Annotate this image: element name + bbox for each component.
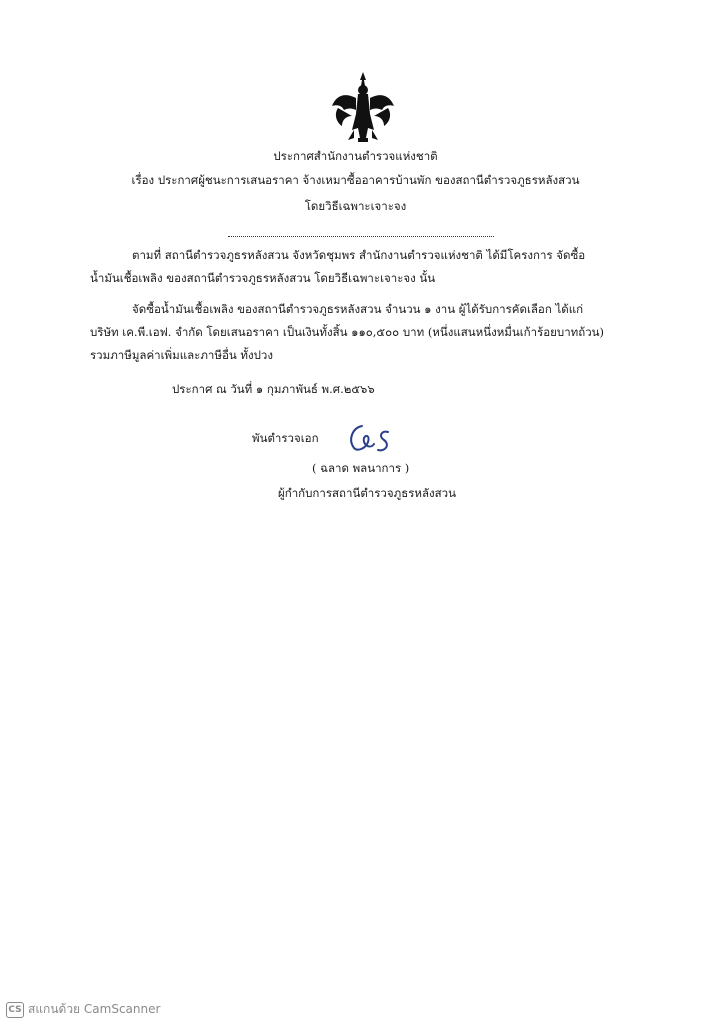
announcement-title: ประกาศสำนักงานตำรวจแห่งชาติ — [273, 149, 438, 163]
announcement-subject: เรื่อง ประกาศผู้ชนะการเสนอราคา จ้างเหมาซื้ออาคารบ้านพัก ของสถานีตำรวจภูธรหลังสวน — [131, 173, 580, 187]
handwritten-signature — [344, 418, 404, 458]
signer-name: ( ฉลาด พลนาการ ) — [312, 461, 410, 475]
signer-rank: พันตำรวจเอก — [252, 431, 319, 445]
camscanner-logo-icon: CS — [6, 1002, 24, 1018]
paragraph-1-line-2: น้ำมันเชื้อเพลิง ของสถานีตำรวจภูธรหลังสวน โดยวิธีเฉพาะเจาะจง นั้น — [90, 271, 436, 285]
paragraph-2-line-1: จัดซื้อน้ำมันเชื้อเพลิง ของสถานีตำรวจภูธรหลังสวน จำนวน ๑ งาน ผู้ได้รับการคัดเลือก ได้แก่ — [132, 302, 584, 316]
dotted-separator — [228, 236, 494, 237]
camscanner-watermark — [6, 1000, 160, 1019]
paragraph-1-line-1: ตามที่ สถานีตำรวจภูธรหลังสวน จังหวัดชุมพร สำนักงานตำรวจแห่งชาติ ได้มีโครงการ จัดซื้อ — [132, 248, 586, 262]
garuda-emblem — [330, 70, 396, 146]
camscanner-text: สแกนด้วย CamScanner — [28, 1002, 161, 1016]
signer-position: ผู้กำกับการสถานีตำรวจภูธรหลังสวน — [278, 486, 456, 500]
announcement-date: ประกาศ ณ วันที่ ๑ กุมภาพันธ์ พ.ศ.๒๕๖๖ — [172, 382, 375, 396]
paragraph-2-line-3: รวมภาษีมูลค่าเพิ่มและภาษีอื่น ทั้งปวง — [90, 348, 273, 362]
procurement-method: โดยวิธีเฉพาะเจาะจง — [304, 199, 407, 213]
paragraph-2-line-2: บริษัท เค.พี.เอฟ. จำกัด โดยเสนอราคา เป็นเงินทั้งสิ้น ๑๑๐,๕๐๐ บาท (หนึ่งแสนหนึ่งหมื่นเก้าร้อยบาทถ้วน) — [90, 325, 605, 339]
